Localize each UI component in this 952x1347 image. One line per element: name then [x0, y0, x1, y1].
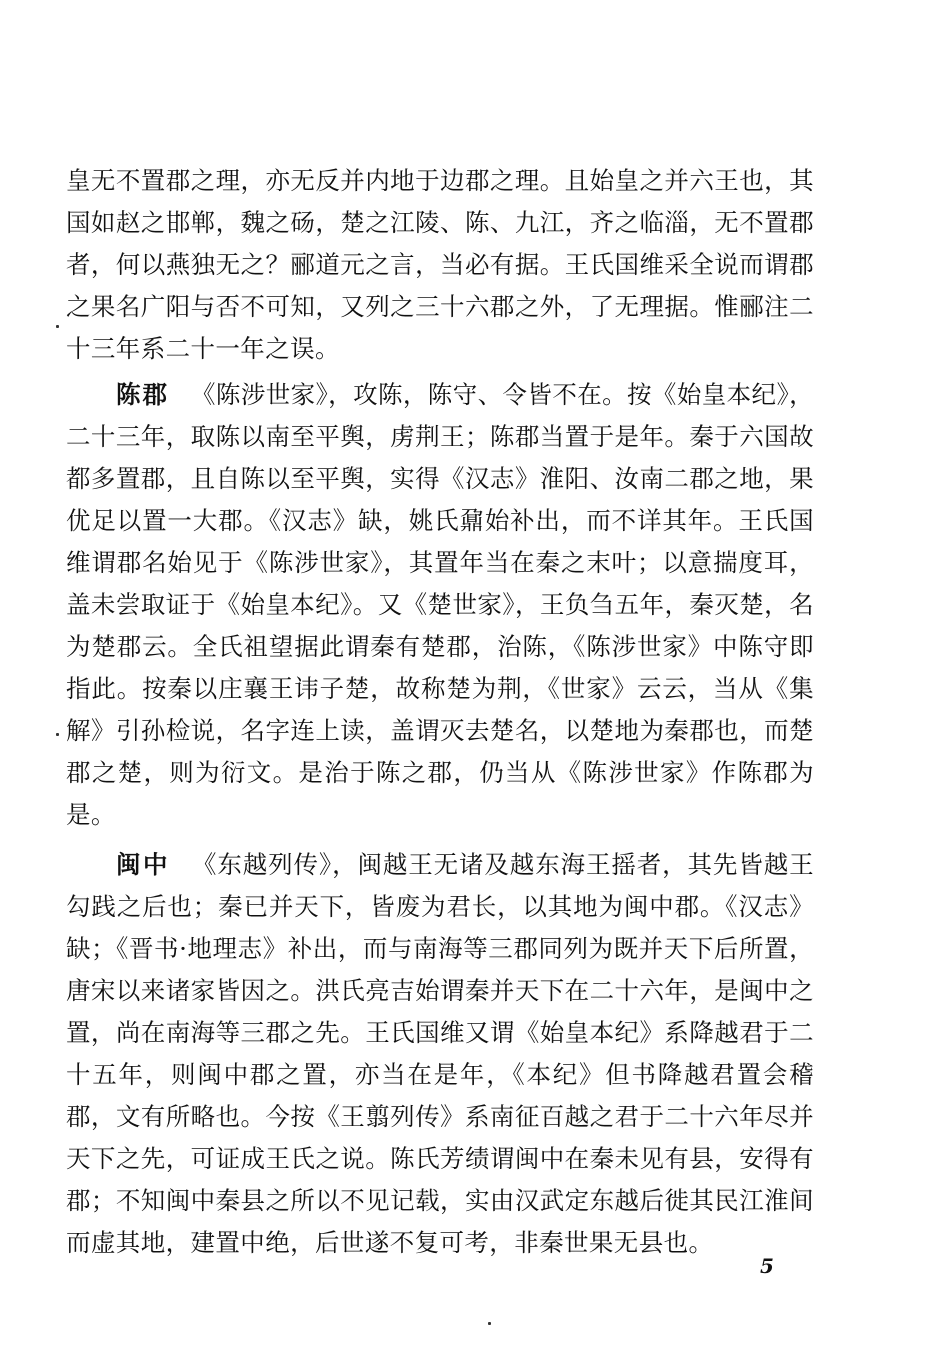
page-number: 5: [760, 1254, 774, 1278]
section-heading-chen: 陈郡: [116, 380, 170, 409]
section-heading-minzhong: 闽中: [116, 850, 170, 879]
paragraph-text: 皇无不置郡之理，亦无反并内地于边郡之理。且始皇之并六王也，其国如赵之邯郸，魏之砀，楚之江陵、陈、九江，齐之临淄，无不置郡者，何以燕独无之？郦道元之言，当必有据。王氏国维采全说而谓郡之果名广阳与否不可知，又列之三十六郡之外，了无理据。惟郦注二十三年系二十一年之误。: [66, 166, 814, 363]
paragraph-minzhong-commandery: [66, 844, 814, 1264]
scan-speck: [56, 325, 59, 328]
scan-speck: [488, 1322, 491, 1325]
scan-speck: [56, 733, 59, 736]
body-text: [66, 160, 814, 1272]
paragraph-continued: [66, 160, 814, 370]
paragraph-text: 《陈涉世家》，攻陈，陈守、令皆不在。按《始皇本纪》，二十三年，取陈以南至平舆，虏荆王；陈郡当置于是年。秦于六国故都多置郡，且自陈以至平舆，实得《汉志》淮阳、汝南二郡之地，果优足以置一大郡。《汉志》缺，姚氏鼐始补出，而不详其年。王氏国维谓郡名始见于《陈涉世家》，其置年当在秦之末叶；以意揣度耳，盖未尝取证于《始皇本纪》。又《楚世家》，王负刍五年，秦灭楚，名为楚郡云。全氏祖望据此谓秦有楚郡，治陈，《陈涉世家》中陈守即指此。按秦以庄襄王讳子楚，故称楚为荆，《世家》云云，当从《集解》引孙检说，名字连上读，盖谓灭去楚名，以楚地为秦郡也，而楚郡之楚，则为衍文。是治于陈之郡，仍当从《陈涉世家》作陈郡为是。: [66, 380, 814, 829]
paragraph-text: 《东越列传》，闽越王无诸及越东海王摇者，其先皆越王勾践之后也；秦已并天下，皆废为君长，以其地为闽中郡。《汉志》缺；《晋书·地理志》补出，而与南海等三郡同列为既并天下后所置，唐宋以来诸家皆因之。洪氏亮吉始谓秦并天下在二十六年，是闽中之置，尚在南海等三郡之先。王氏国维又谓《始皇本纪》系降越君于二十五年，则闽中郡之置，亦当在是年，《本纪》但书降越君置会稽郡，文有所略也。今按《王翦列传》系南征百越之君于二十六年尽并天下之先，可证成王氏之说。陈氏芳绩谓闽中在秦未见有县，安得有郡；不知闽中秦县之所以不见记载，实由汉武定东越后徙其民江淮间而虚其地，建置中绝，后世遂不复可考，非秦世果无县也。: [66, 850, 815, 1257]
paragraph-chen-commandery: [66, 374, 814, 836]
